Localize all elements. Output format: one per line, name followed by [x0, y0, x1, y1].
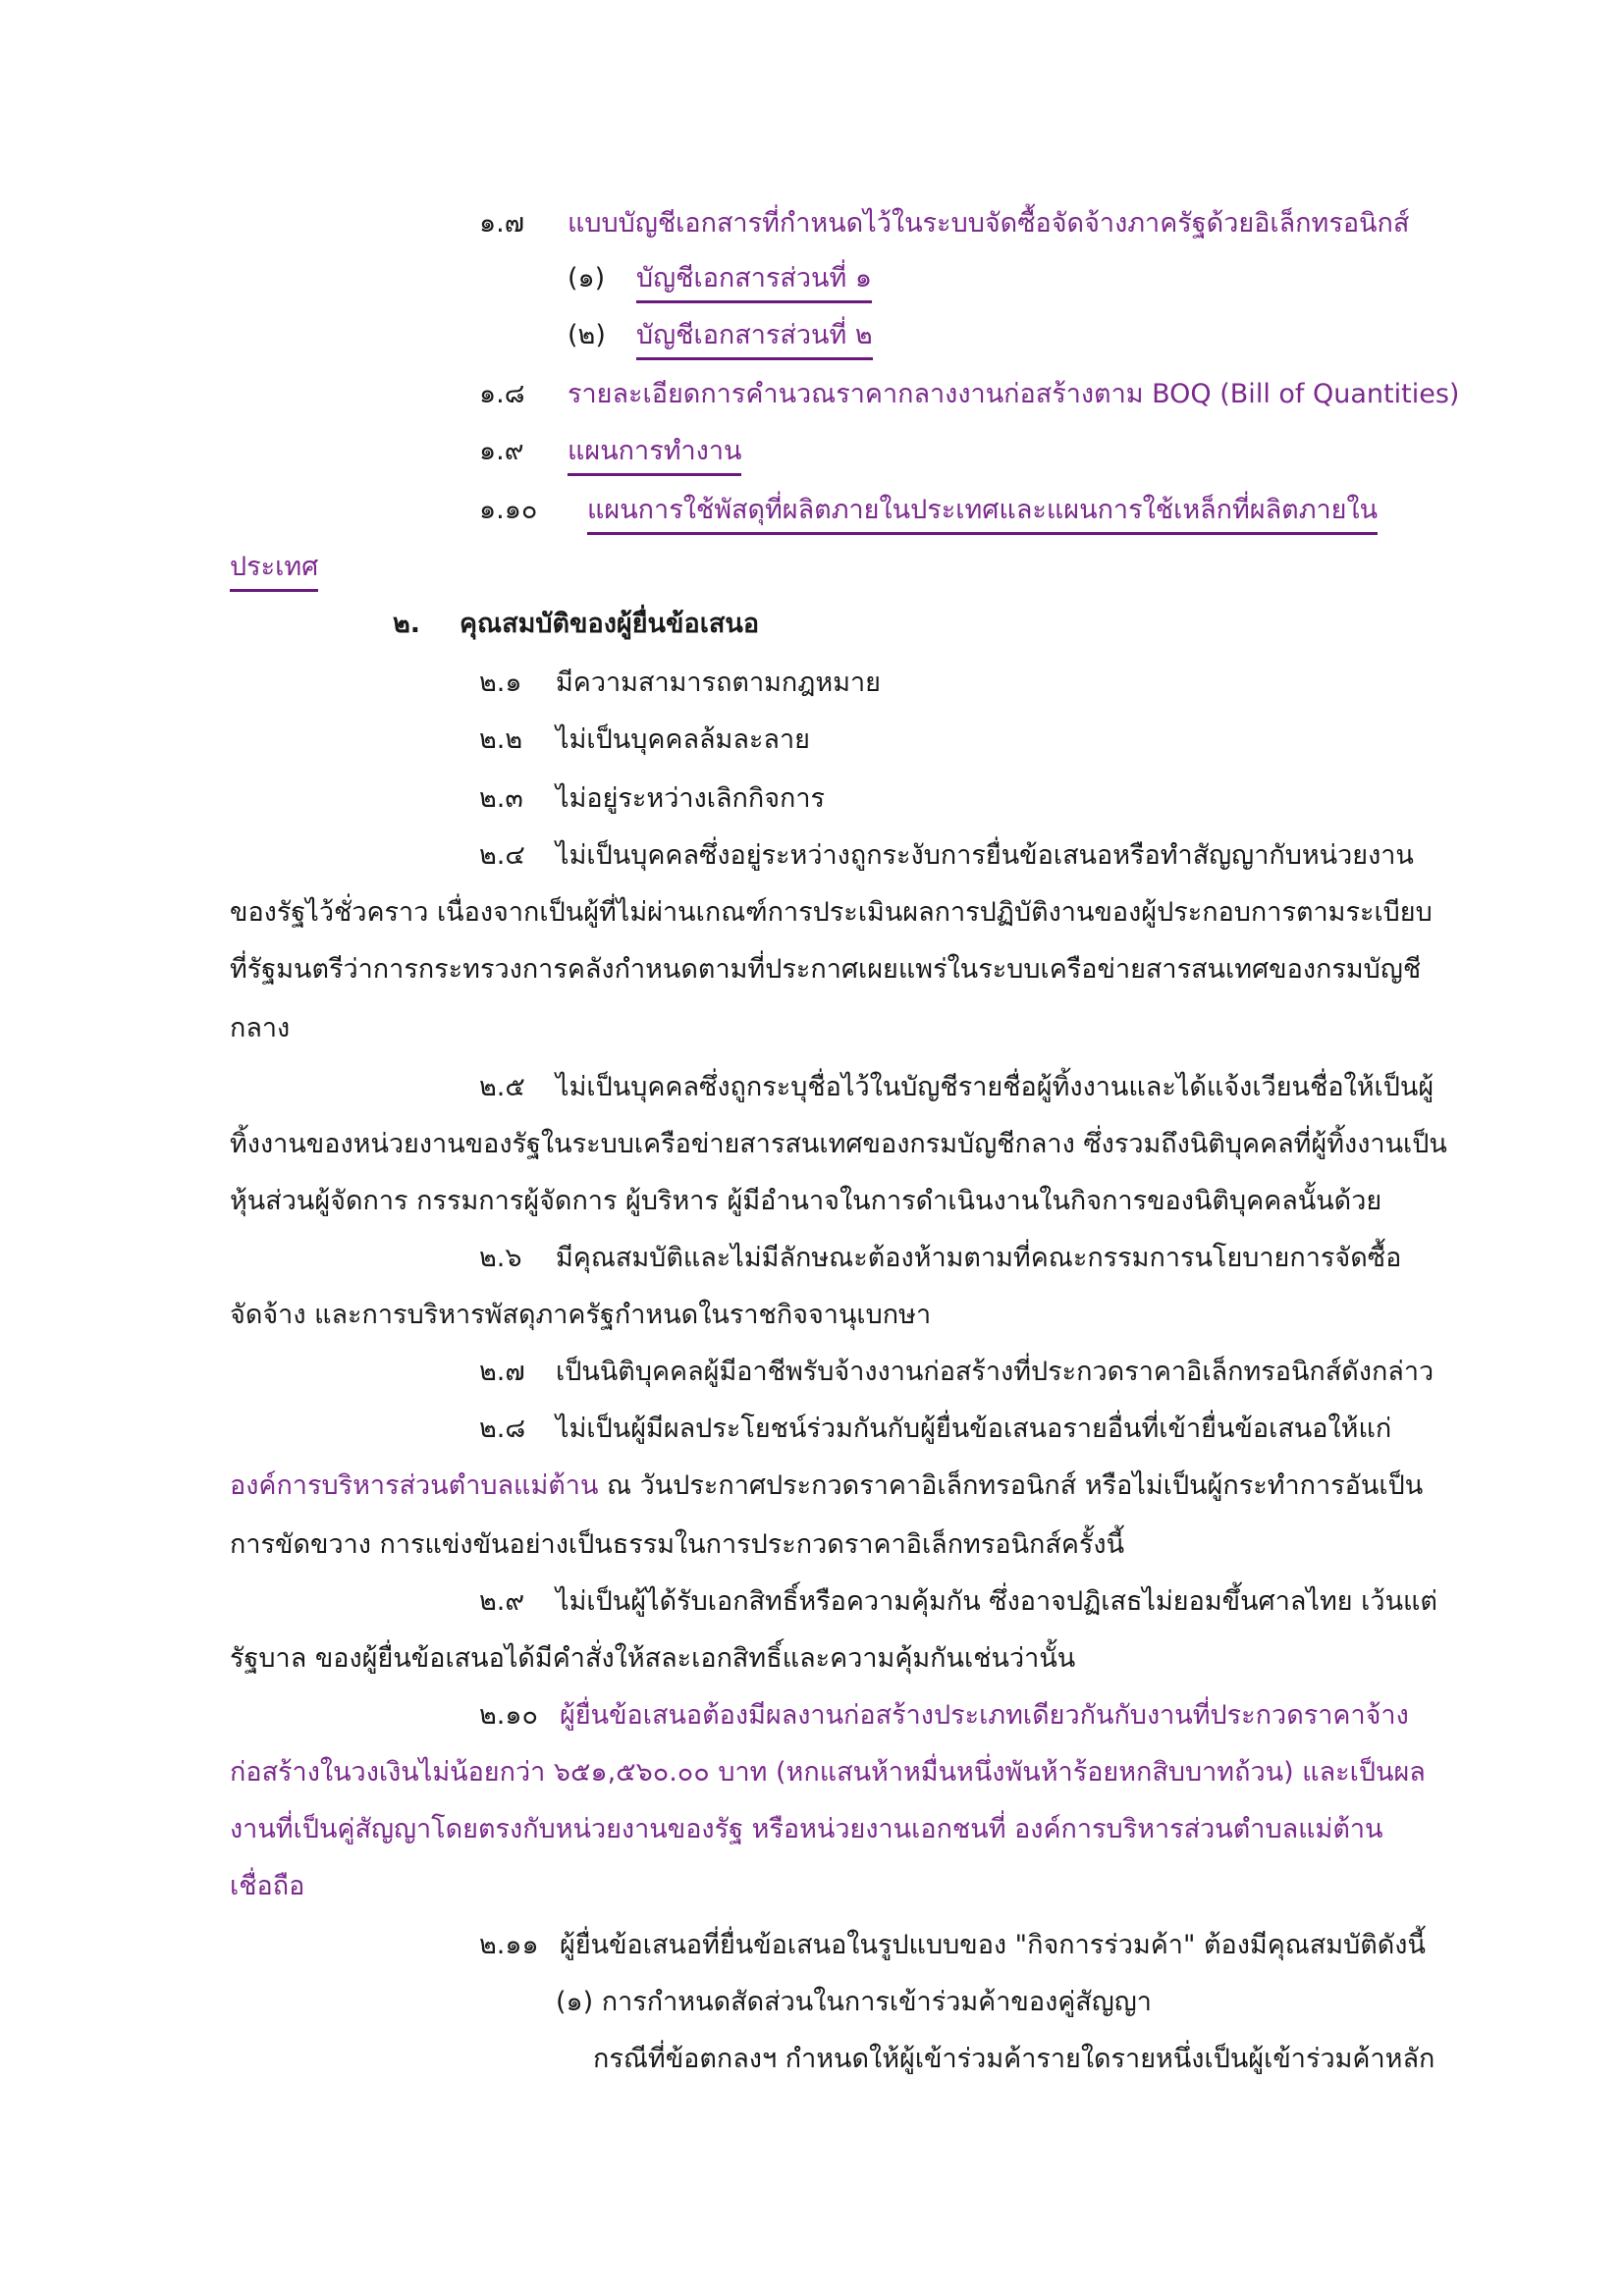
paragraph-line: เชื่อถือ: [230, 1871, 305, 1901]
item-number: ๒.๖: [479, 1243, 522, 1273]
item-number: ๒.๔: [479, 840, 525, 871]
item-number: ๒.๓: [479, 783, 523, 814]
item-text: แบบบัญชีเอกสารที่กำหนดไว้ในระบบจัดซื้อจัดจ้างภาครัฐด้วยอิเล็กทรอนิกส์: [568, 208, 1410, 239]
item-text: มีคุณสมบัติและไม่มีลักษณะต้องห้ามตามที่คณะกรรมการนโยบายการจัดซื้อ: [556, 1243, 1402, 1273]
item-number: ๑.๙: [479, 436, 524, 466]
item-text: ไม่เป็นผู้มีผลประโยชน์ร่วมกันกับผู้ยื่นข้อเสนอรายอื่นที่เข้ายื่นข้อเสนอให้แก่: [556, 1414, 1392, 1444]
paragraph-line: กลาง: [230, 1013, 291, 1043]
attachment-link-cont[interactable]: ประเทศ: [230, 550, 318, 592]
paragraph-text: ณ วันประกาศประกวดราคาอิเล็กทรอนิกส์ หรือไม่เป็นผู้กระทำการอันเป็น: [598, 1470, 1424, 1501]
item-number: ๒.๒: [479, 724, 523, 755]
item-number: ๑.๑๐: [479, 495, 538, 525]
item-number: ๒.๗: [479, 1357, 525, 1387]
paragraph-line: จัดจ้าง และการบริหารพัสดุภาครัฐกำหนดในราชกิจจานุเบกษา: [230, 1300, 932, 1330]
paragraph-line: ที่รัฐมนตรีว่าการกระทรวงการคลังกำหนดตามที่ประกาศเผยแพร่ในระบบเครือข่ายสารสนเทศของกรมบัญชี: [230, 954, 1422, 985]
attachment-link[interactable]: บัญชีเอกสารส่วนที่ ๑: [636, 261, 872, 303]
attachment-link[interactable]: แผนการทำงาน: [568, 434, 741, 476]
item-number: ๒.๕: [479, 1072, 525, 1102]
attachment-link[interactable]: บัญชีเอกสารส่วนที่ ๒: [636, 318, 873, 360]
item-text: ไม่เป็นบุคคลซึ่งอยู่ระหว่างถูกระงับการยื่นข้อเสนอหรือทำสัญญากับหน่วยงาน: [556, 840, 1414, 871]
sub-item-number: (๑): [568, 263, 606, 294]
paragraph-line: การขัดขวาง การแข่งขันอย่างเป็นธรรมในการประกวดราคาอิเล็กทรอนิกส์ครั้งนี้: [230, 1529, 1125, 1560]
item-text: เป็นนิติบุคคลผู้มีอาชีพรับจ้างงานก่อสร้างที่ประกวดราคาอิเล็กทรอนิกส์ดังกล่าว: [556, 1357, 1435, 1387]
item-number: ๒.๘: [479, 1414, 526, 1444]
attachment-link[interactable]: แผนการใช้พัสดุที่ผลิตภายในประเทศและแผนการใช้เหล็กที่ผลิตภายใน: [587, 493, 1378, 535]
item-text: ไม่เป็นบุคคลล้มละลาย: [556, 724, 810, 755]
sub-item-number: (๒): [568, 320, 606, 350]
item-text: ผู้ยื่นข้อเสนอต้องมีผลงานก่อสร้างประเภทเดียวกันกับงานที่ประกวดราคาจ้าง: [560, 1700, 1409, 1731]
paragraph-line: งานที่เป็นคู่สัญญาโดยตรงกับหน่วยงานของรัฐ หรือหน่วยงานเอกชนที่ องค์การบริหารส่วนตำบลแม่ต้าน: [230, 1814, 1383, 1844]
paragraph-line: ก่อสร้างในวงเงินไม่น้อยกว่า ๖๕๑,๕๖๐.๐๐ บาท (หกแสนห้าหมื่นหนึ่งพันห้าร้อยหกสิบบาทถ้วน) และเป็นผล: [230, 1757, 1426, 1788]
section-title: คุณสมบัติของผู้ยื่นข้อเสนอ: [460, 609, 760, 639]
organization-name: องค์การบริหารส่วนตำบลแม่ต้าน: [230, 1470, 599, 1501]
item-text: ไม่อยู่ระหว่างเลิกกิจการ: [556, 783, 826, 814]
paragraph-line: รัฐบาล ของผู้ยื่นข้อเสนอได้มีคำสั่งให้สละเอกสิทธิ์และความคุ้มกันเช่นว่านั้น: [230, 1643, 1076, 1674]
item-number: ๒.๑๐: [479, 1700, 538, 1731]
paragraph-line: หุ้นส่วนผู้จัดการ กรรมการผู้จัดการ ผู้บริหาร ผู้มีอำนาจในการดำเนินงานในกิจการของนิติบุคคลนั้นด้วย: [230, 1186, 1382, 1216]
item-number: ๒.๑๑: [479, 1930, 539, 1960]
item-number: ๒.๑: [479, 667, 522, 698]
section-number: ๒.: [393, 609, 421, 639]
paragraph-line: กรณีที่ข้อตกลงฯ กำหนดให้ผู้เข้าร่วมค้ารายใดรายหนึ่งเป็นผู้เข้าร่วมค้าหลัก: [593, 2044, 1435, 2074]
paragraph-line: ของรัฐไว้ชั่วคราว เนื่องจากเป็นผู้ที่ไม่ผ่านเกณฑ์การประเมินผลการปฏิบัติงานของผู้ประกอบการตามระเบียบ: [230, 897, 1433, 928]
item-text: รายละเอียดการคำนวณราคากลางงานก่อสร้างตาม BOQ (Bill of Quantities): [568, 379, 1460, 409]
item-text: ไม่เป็นผู้ได้รับเอกสิทธิ์หรือความคุ้มกัน ซึ่งอาจปฏิเสธไม่ยอมขึ้นศาลไทย เว้นแต่: [556, 1586, 1437, 1617]
paragraph-line: (๑) การกำหนดสัดส่วนในการเข้าร่วมค้าของคู่สัญญา: [556, 1987, 1152, 2017]
paragraph-line: ทิ้งงานของหน่วยงานของรัฐในระบบเครือข่ายสารสนเทศของกรมบัญชีกลาง ซึ่งรวมถึงนิติบุคคลที่ผู้ทิ้งงานเป็น: [230, 1129, 1447, 1159]
paragraph-line: [230, 1468, 1423, 1504]
item-number: ๑.๘: [479, 379, 525, 409]
item-text: มีความสามารถตามกฎหมาย: [556, 667, 881, 698]
item-text: ผู้ยื่นข้อเสนอที่ยื่นข้อเสนอในรูปแบบของ "กิจการร่วมค้า" ต้องมีคุณสมบัติดังนี้: [560, 1930, 1426, 1960]
item-number: ๑.๗: [479, 208, 525, 239]
item-number: ๒.๙: [479, 1586, 525, 1617]
item-text: ไม่เป็นบุคคลซึ่งถูกระบุชื่อไว้ในบัญชีรายชื่อผู้ทิ้งงานและได้แจ้งเวียนชื่อให้เป็นผู้: [556, 1072, 1435, 1102]
